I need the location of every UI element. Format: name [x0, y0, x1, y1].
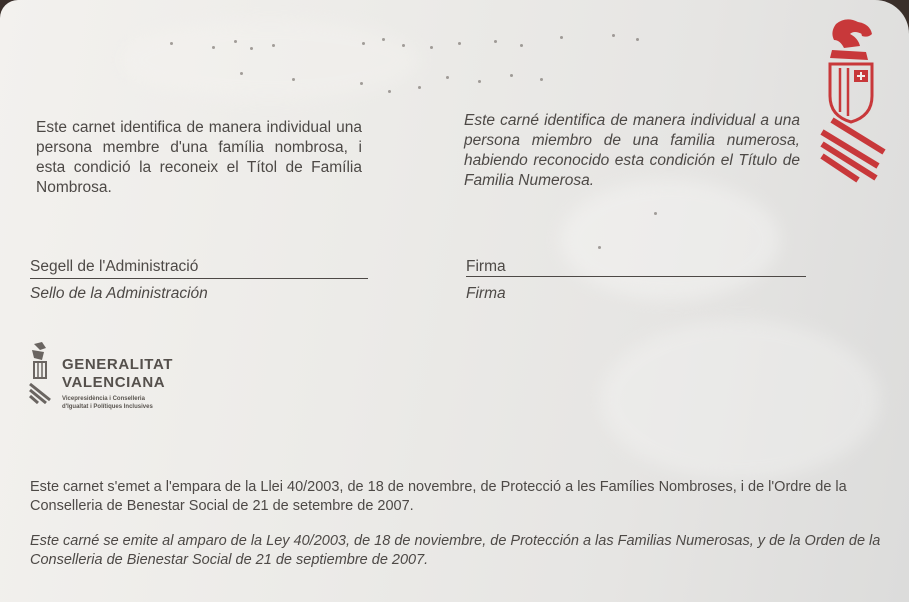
logo-sub1: Vicepresidència i Conselleria: [62, 396, 145, 402]
logo-line1: GENERALITAT: [62, 356, 174, 373]
seal-label-valencian: Segell de l'Administració: [30, 258, 199, 275]
coat-of-arms-emblem-icon: [818, 16, 888, 186]
smudge: [600, 320, 880, 480]
smudge: [560, 180, 780, 300]
seal-line: [30, 278, 368, 279]
right-description-text: Este carné identifica de manera individual a una persona miembro de una familia numerosa, habiendo reconocido esta condición el Título de Familia Numerosa.: [464, 112, 800, 189]
legal-text-valencian: Este carnet s'emet a l'empara de la Llei 40/2003, de 18 de novembre, de Protecció a les Famílies Nombroses, i de l'Ordre de la Conselleria de Benestar Social de 21 de setembre de 2007.: [30, 479, 847, 514]
signature-label-valencian: Firma: [466, 258, 506, 275]
generalitat-logo: [28, 340, 218, 420]
logo-line2: VALENCIANA: [62, 374, 166, 391]
left-description-text: Este carnet identifica de manera individual una persona membre d'una família nombrosa, i esta condició la reconeix el Títol de Família Nombrosa.: [36, 119, 362, 196]
legal-text-spanish: Este carné se emite al amparo de la Ley 40/2003, de 18 de noviembre, de Protección a las Familias Numerosas, y de la Orden de la Conselleria de Bienestar Social de 21 de septiembre de 2007.: [30, 533, 881, 568]
logo-sub2: d'Igualtat i Polítiques Inclusives: [62, 404, 153, 410]
signature-line: [466, 276, 806, 277]
generalitat-emblem-icon: [28, 340, 58, 404]
signature-label-spanish: Firma: [466, 285, 506, 302]
seal-label-spanish: Sello de la Administración: [30, 285, 208, 302]
smudge: [120, 20, 420, 100]
